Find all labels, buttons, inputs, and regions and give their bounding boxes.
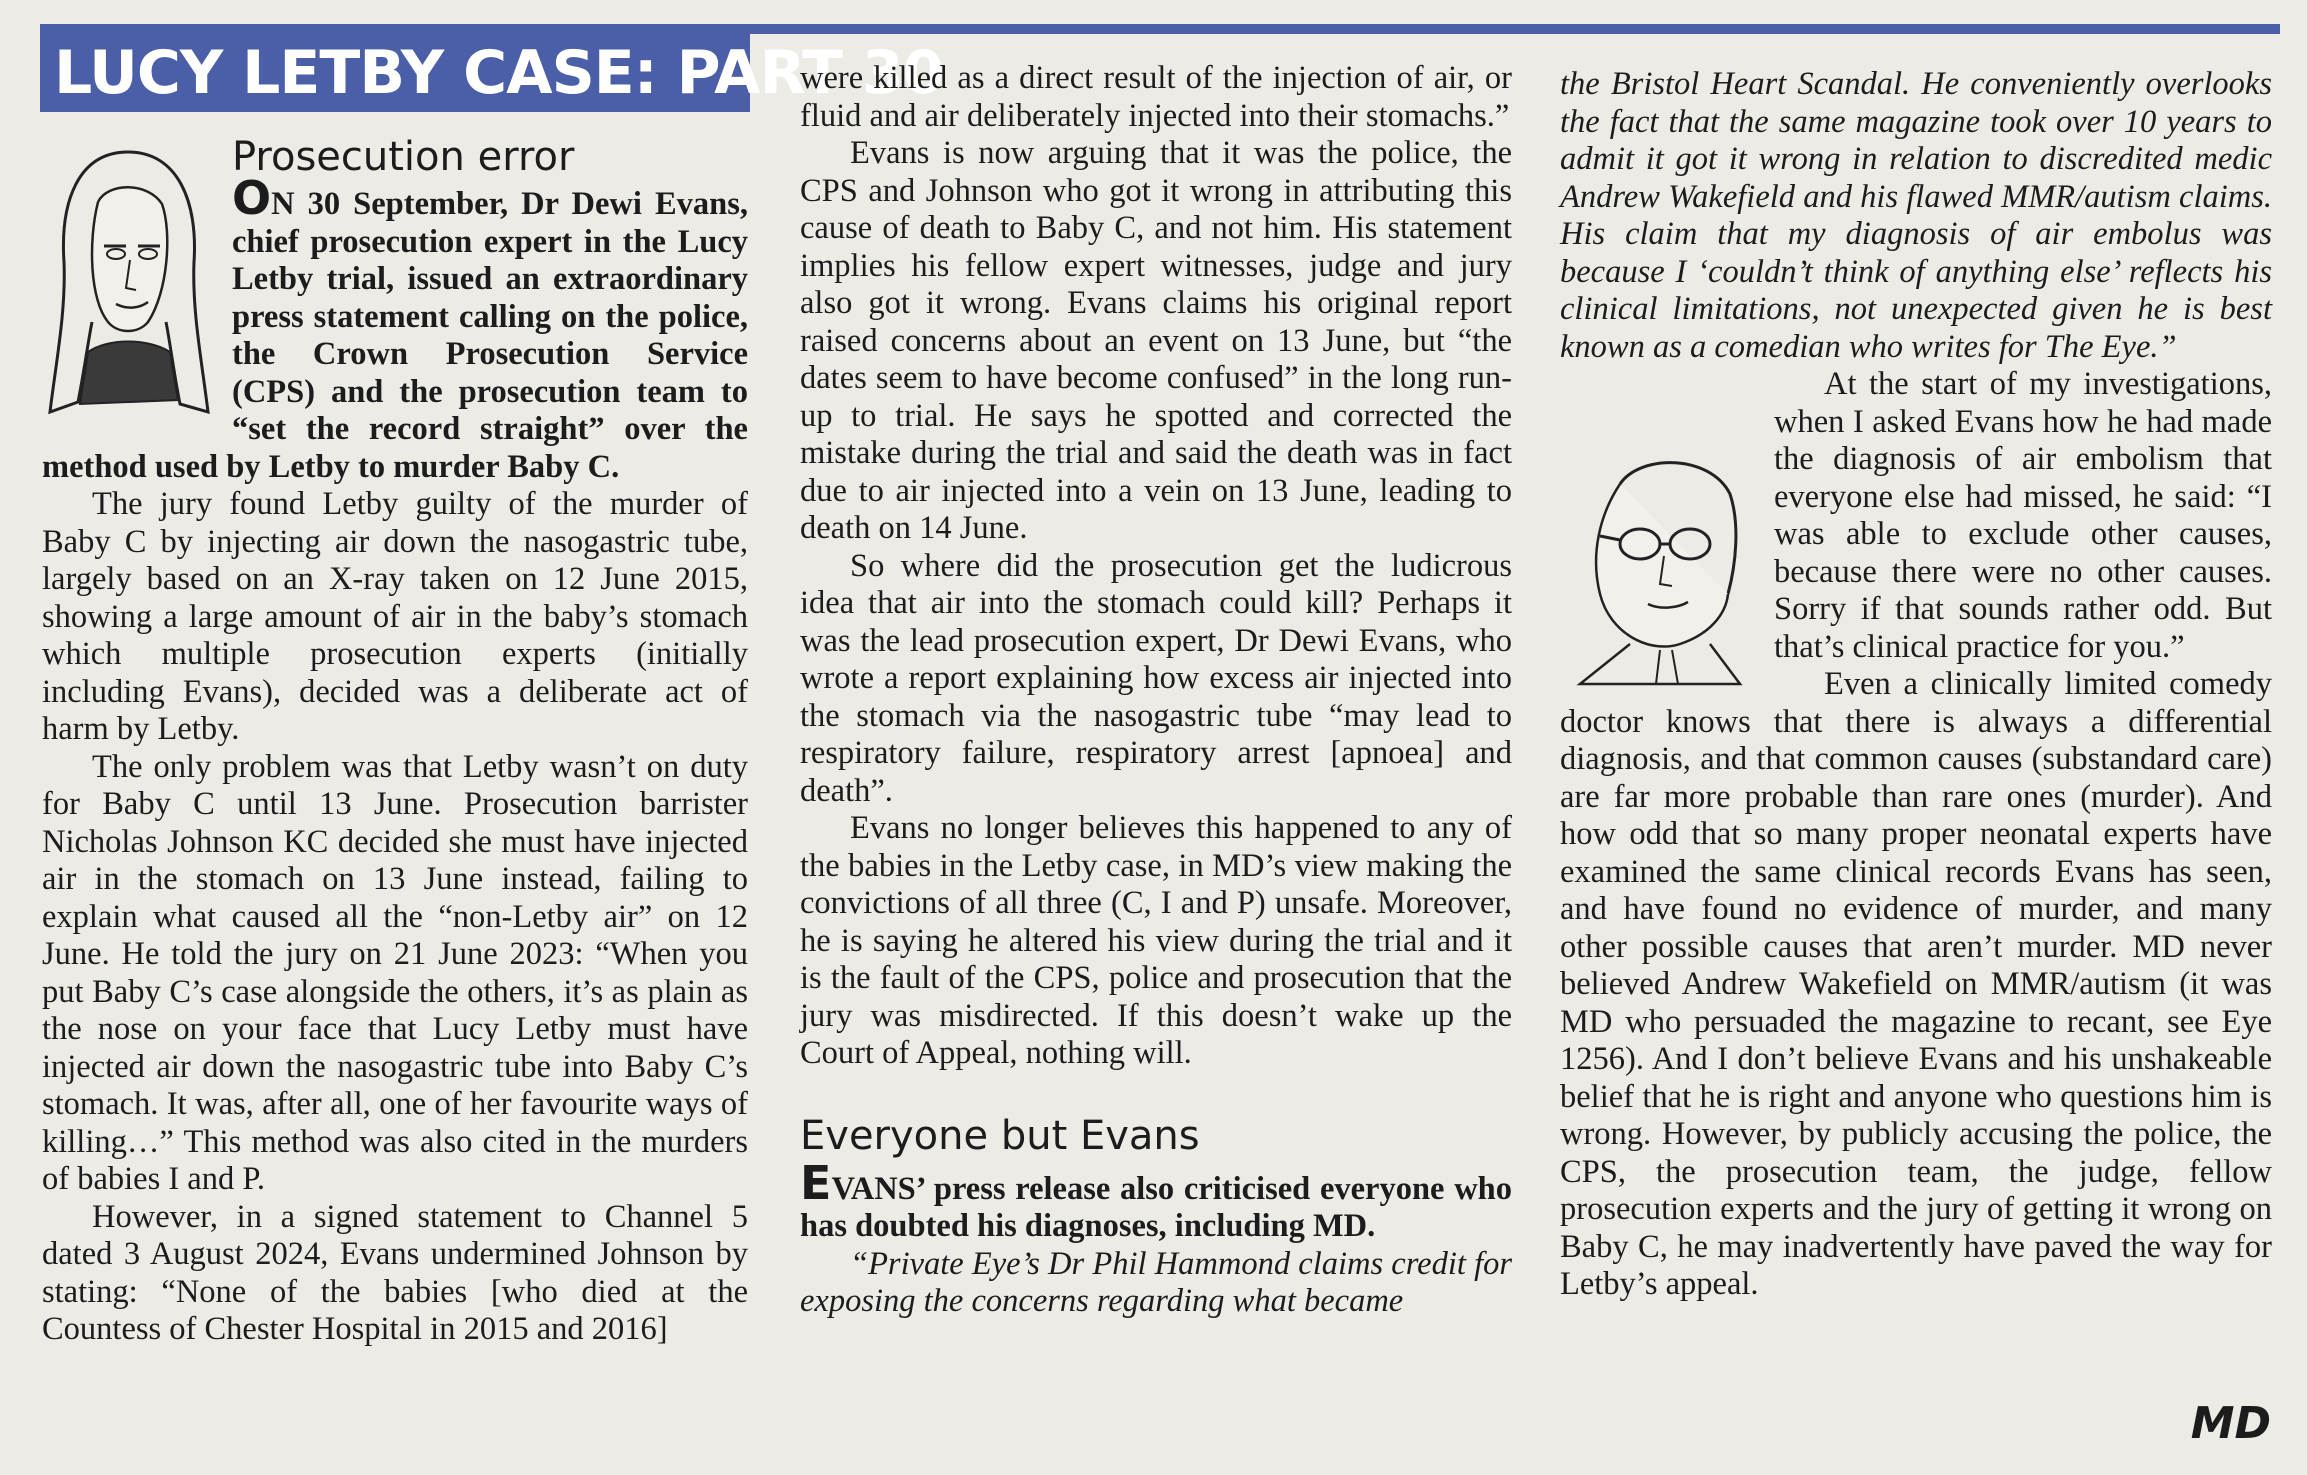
lead-text: N 30 September, Dr Dewi Evans, chief prosecution expert in the Lucy Letby trial, issued an extraordinary press statement calling on the police, the Crown Prosecution Service (CPS) and the prosecution team to “set the record straight” over the method used by Letby to murder Baby C. [42, 186, 748, 485]
section-heading-everyone-but-evans: Everyone but Evans [800, 1112, 1200, 1159]
paragraph: Evans is now arguing that it was the police, the CPS and Johnson who got it wrong in attributing this cause of death to Baby C, and not him. His statement implies his fellow expert witnesses, judge and jury also got it wrong. Evans claims his original report raised concerns about an event on 13 June, but “the dates seem to have become confused” in the long run-up to trial. He says he spotted and corrected the mistake during the trial and said the death was in fact due to air injected into a vein on 13 June, leading to death on 14 June. [800, 135, 1512, 546]
dewi-evans-caricature [1560, 444, 1760, 694]
lead-paragraph [800, 1155, 1512, 1246]
author-signature: MD [2190, 1398, 2271, 1449]
column-2 [800, 60, 1512, 1321]
lead-text: VANS’ press release also criticised everyone who has doubted his diagnoses, including MD. [800, 1170, 1512, 1244]
top-rule [40, 24, 2280, 34]
lucy-letby-caricature [38, 142, 218, 442]
paragraph: were killed as a direct result of the injection of air, or fluid and air deliberately injected into their stomachs.” [800, 60, 1512, 134]
paragraph: At the start of my investigations, when I asked Evans how he had made the diagnosis of air embolism that everyone else had missed, he said: “I was able to exclude other causes, because there were no other causes. Sorry if that sounds rather odd. But that’s clinical practice for you.” [1774, 366, 2272, 665]
drop-cap: O [232, 171, 272, 225]
quote-paragraph: the Bristol Heart Scandal. He conveniently overlooks the fact that the same magazine took over 10 years to admit it got it wrong in relation to discredited medic Andrew Wakefield and his flawed MMR/autism claims. His claim that my diagnosis of air embolus was because I ‘couldn’t think of anything else’ reflects his clinical limitations, not unexpected given he is best known as a comedian who writes for The Eye.” [1560, 66, 2272, 365]
quote-paragraph: “Private Eye’s Dr Phil Hammond claims credit for exposing the concerns regarding what became [800, 1245, 1512, 1319]
paragraph: The only problem was that Letby wasn’t on duty for Baby C until 13 June. Prosecution barrister Nicholas Johnson KC decided she must have injected air in the stomach on 13 June instead, failing to explain what caused all the “non-Letby air” on 12 June. He told the jury on 21 June 2023: “When you put Baby C’s case alongside the others, it’s as plain as the nose on your face that Lucy Letby must have injected air down the nasogastric tube into Baby C’s stomach. It was, after all, one of her favourite ways of killing…” This method was also cited in the murders of babies I and P. [42, 748, 748, 1197]
column-1 [42, 134, 748, 1349]
column-3 [1560, 66, 2272, 1304]
section-heading-prosecution-error: Prosecution error [232, 134, 575, 180]
paragraph: Evans no longer believes this happened to any of the babies in the Letby case, in MD’s view making the convictions of all three (C, I and P) unsafe. Moreover, he is saying he altered his view during the trial and it is the fault of the CPS, police and prosecution that the jury was misdirected. If this doesn’t wake up the Court of Appeal, nothing will. [800, 810, 1512, 1071]
article-banner: LUCY LETBY CASE: PART 30 [40, 34, 750, 112]
paragraph: So where did the prosecution get the ludicrous idea that air into the stomach could kill? Perhaps it was the lead prosecution expert, Dr Dewi Evans, who wrote a report explaining how excess air injected into the stomach via the nasogastric tube “may lead to respiratory failure, respiratory arrest [apnoea] and death”. [800, 547, 1512, 809]
paragraph: However, in a signed statement to Channel 5 dated 3 August 2024, Evans undermined Johnson by stating: “None of the babies [who died at the Countess of Chester Hospital in 2015 and 2016] [42, 1198, 748, 1347]
paragraph: Even a clinically limited comedy doctor knows that there is always a differential diagnosis, and that common causes (substandard care) are far more probable than rare ones (murder). And how odd that so many proper neonatal experts have examined the same clinical records Evans has seen, and have found no evidence of murder, and many other possible causes that aren’t murder. MD never believed Andrew Wakefield on MMR/autism (it was MD who persuaded the magazine to recant, see Eye 1256). And I don’t believe Evans and his unshakeable belief that he is right and anyone who questions him is wrong. However, by publicly accusing the police, the CPS, the prosecution team, the judge, fellow prosecution experts and the jury of getting it wrong on Baby C, he may inadvertently have paved the way for Letby’s appeal. [1560, 666, 2272, 1302]
drop-cap: E [800, 1155, 832, 1210]
paragraph: The jury found Letby guilty of the murder of Baby C by injecting air down the nasogastric tube, largely based on an X-ray taken on 12 June 2015, showing a large amount of air in the baby’s stomach which multiple prosecution experts (initially including Evans), decided was a deliberate act of harm by Letby. [42, 486, 748, 747]
